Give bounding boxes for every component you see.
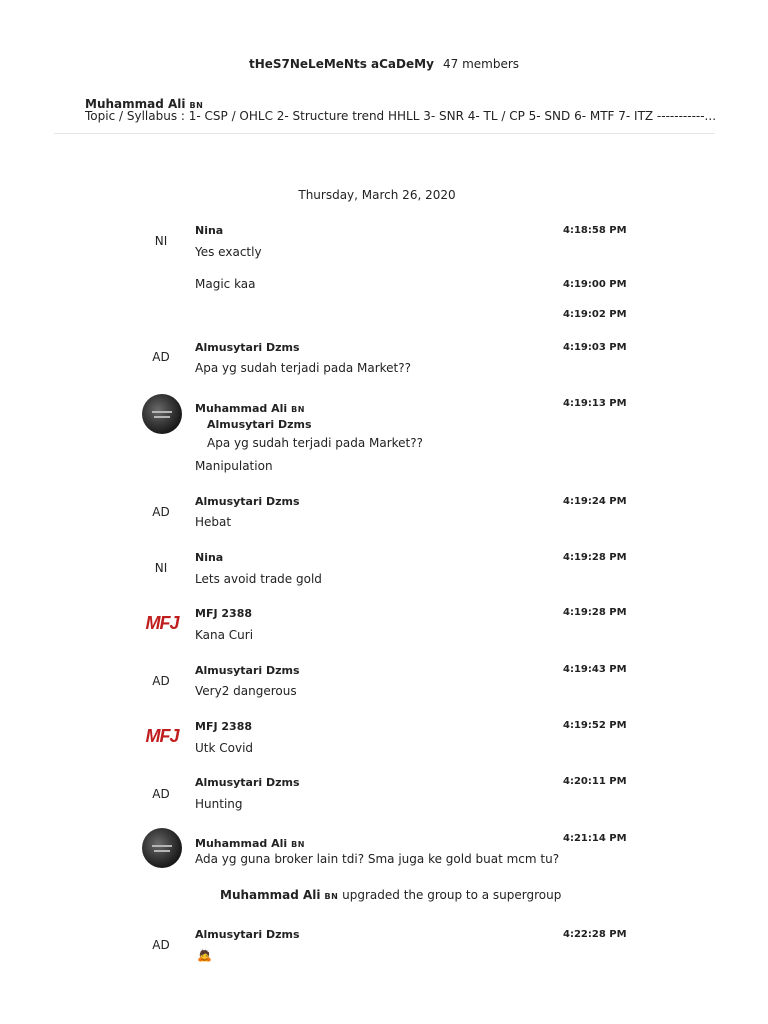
sender-name[interactable] — [195, 397, 305, 416]
member-count: 47 members — [442, 57, 520, 71]
message-time: 4:22:28 PM — [563, 929, 627, 940]
mfj-logo-icon[interactable]: MFJ — [145, 613, 179, 633]
group-title: tHeS7NeLeMeNts aCaDeMy — [248, 57, 434, 71]
message-time: 4:19:13 PM — [563, 398, 627, 409]
reply-preview-text[interactable]: Apa yg sudah terjadi pada Market?? — [207, 436, 423, 450]
message-text: Hunting — [195, 797, 243, 811]
sender-name[interactable]: Almusytari Dzms — [195, 928, 300, 941]
avatar[interactable]: NI — [154, 234, 168, 248]
chat-header — [0, 53, 768, 72]
sender-name[interactable]: Almusytari Dzms — [195, 664, 300, 677]
message-text: Ada yg guna broker lain tdi? Sma juga ke gold buat mcm tu? — [195, 852, 560, 866]
reply-author[interactable]: Almusytari Dzms — [207, 418, 312, 431]
profile-photo-icon[interactable] — [142, 394, 182, 434]
admin-badge: BN — [291, 840, 305, 849]
admin-badge: BN — [324, 892, 339, 901]
message-text: Manipulation — [195, 459, 273, 473]
pinned-author-name: Muhammad Ali — [85, 97, 186, 111]
message-text: Magic kaa — [195, 277, 256, 291]
emoji-message: 🙇 — [197, 948, 212, 962]
sender-name[interactable]: Almusytari Dzms — [195, 495, 300, 508]
sender-name[interactable]: MFJ 2388 — [195, 720, 252, 733]
message-time: 4:19:28 PM — [563, 552, 627, 563]
admin-badge: BN — [291, 405, 305, 414]
header-divider — [54, 133, 715, 134]
avatar[interactable]: AD — [152, 505, 170, 519]
message-time: 4:19:00 PM — [563, 279, 627, 290]
sender-name[interactable]: Almusytari Dzms — [195, 341, 300, 354]
message-time: 4:19:43 PM — [563, 664, 627, 675]
date-separator: Thursday, March 26, 2020 — [298, 188, 456, 202]
message-time: 4:19:03 PM — [563, 342, 627, 353]
sender-name[interactable]: Nina — [195, 551, 224, 564]
admin-badge: BN — [189, 101, 204, 110]
message-time: 4:19:02 PM — [563, 309, 627, 320]
pinned-message-text[interactable]: Topic / Syllabus : 1- CSP / OHLC 2- Structure trend HHLL 3- SNR 4- TL / CP 5- SND 6- MTF 7- ITZ -----------... — [85, 109, 717, 123]
photo-text-stroke — [154, 850, 170, 852]
message-time: 4:20:11 PM — [563, 776, 627, 787]
photo-text-stroke — [152, 845, 172, 847]
message-time: 4:18:58 PM — [563, 225, 627, 236]
message-time: 4:19:28 PM — [563, 607, 627, 618]
message-text: Very2 dangerous — [195, 684, 297, 698]
profile-photo-icon[interactable] — [142, 828, 182, 868]
avatar[interactable]: AD — [152, 938, 170, 952]
sender-name-text: Muhammad Ali — [195, 837, 288, 850]
sender-name-text: Muhammad Ali — [195, 402, 288, 415]
service-message — [220, 888, 561, 902]
service-actor[interactable]: Muhammad Ali — [220, 888, 321, 902]
service-text: upgraded the group to a supergroup — [342, 888, 562, 902]
message-text: Apa yg sudah terjadi pada Market?? — [195, 361, 411, 375]
message-time: 4:19:52 PM — [563, 720, 627, 731]
message-time: 4:19:24 PM — [563, 496, 627, 507]
photo-text-stroke — [154, 416, 170, 418]
message-text: Utk Covid — [195, 741, 254, 755]
photo-text-stroke — [152, 411, 172, 413]
sender-name[interactable]: Almusytari Dzms — [195, 776, 300, 789]
sender-name[interactable]: MFJ 2388 — [195, 607, 252, 620]
message-text: Lets avoid trade gold — [195, 572, 322, 586]
sender-name[interactable]: Nina — [195, 224, 224, 237]
message-text: Kana Curi — [195, 628, 254, 642]
avatar[interactable]: AD — [152, 350, 170, 364]
message-text: Hebat — [195, 515, 232, 529]
sender-name[interactable] — [195, 832, 305, 851]
avatar[interactable]: NI — [154, 561, 168, 575]
avatar[interactable]: AD — [152, 674, 170, 688]
mfj-logo-icon[interactable]: MFJ — [145, 726, 179, 746]
message-time: 4:21:14 PM — [563, 833, 627, 844]
avatar[interactable]: AD — [152, 787, 170, 801]
message-text: Yes exactly — [195, 245, 262, 259]
